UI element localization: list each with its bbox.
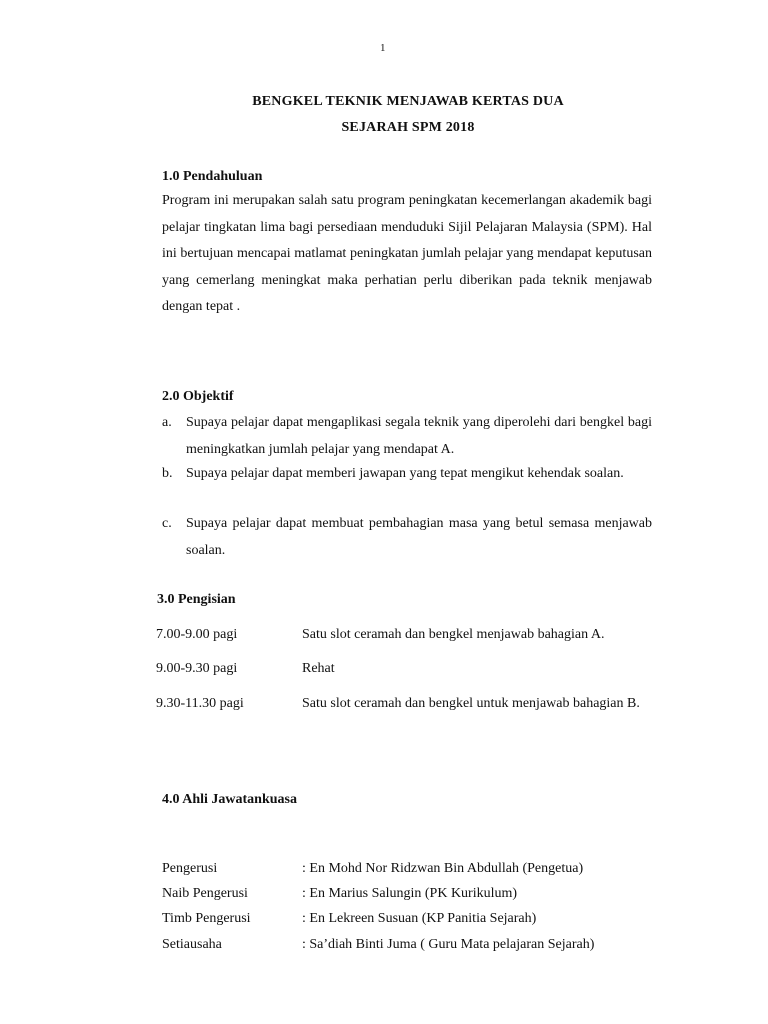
schedule-description: Satu slot ceramah dan bengkel untuk menjawab bahagian B. (302, 696, 640, 711)
schedule-time: 9.00-9.30 pagi (156, 661, 238, 676)
committee-role: Timb Pengerusi (162, 911, 251, 926)
objective-marker: a. (162, 415, 172, 430)
section-heading-pendahuluan: 1.0 Pendahuluan (162, 169, 263, 184)
committee-member-name: : En Marius Salungin (PK Kurikulum) (302, 886, 518, 901)
section-heading-objektif: 2.0 Objektif (162, 389, 234, 404)
document-title-line-1: BENGKEL TEKNIK MENJAWAB KERTAS DUA (252, 94, 564, 109)
committee-role: Pengerusi (162, 861, 218, 876)
committee-member-name: : En Lekreen Susuan (KP Panitia Sejarah) (302, 911, 537, 926)
section-heading-ahli-jawatankuasa: 4.0 Ahli Jawatankuasa (162, 792, 297, 807)
committee-member-name: : Sa’diah Binti Juma ( Guru Mata pelajaran Sejarah) (302, 937, 595, 952)
committee-member-name: : En Mohd Nor Ridzwan Bin Abdullah (Pengetua) (302, 861, 584, 876)
schedule-description: Satu slot ceramah dan bengkel menjawab bahagian A. (302, 627, 605, 642)
schedule-time: 7.00-9.00 pagi (156, 627, 238, 642)
objective-text: Supaya pelajar dapat memberi jawapan yang tepat mengikut kehendak soalan. (186, 466, 624, 481)
committee-role: Naib Pengerusi (162, 886, 248, 901)
page-number: 1 (380, 42, 386, 54)
objective-marker: c. (162, 516, 172, 531)
pendahuluan-paragraph: Program ini merupakan salah satu program peningkatan kecemerlangan akademik bagi pelajar tingkatan lima bagi persediaan menduduki Sijil Pelajaran Malaysia (SPM). Hal ini bertujuan mencapai matlamat peningkatan jumlah pelajar yang mendapat keputusan yang cemerlang meningkat maka perhatian perlu diberikan pada teknik menjawab dengan tepat . (162, 193, 652, 314)
objective-text: Supaya pelajar dapat mengaplikasi segala teknik yang diperolehi dari bengkel bagi meningkatkan jumlah pelajar yang mendapat A. (186, 415, 652, 457)
section-heading-pengisian: 3.0 Pengisian (157, 592, 236, 607)
schedule-time: 9.30-11.30 pagi (156, 696, 244, 711)
objective-marker: b. (162, 466, 173, 481)
objective-text: Supaya pelajar dapat membuat pembahagian masa yang betul semasa menjawab soalan. (186, 516, 652, 558)
committee-role: Setiausaha (162, 937, 222, 952)
schedule-description: Rehat (302, 661, 335, 676)
document-title-line-2: SEJARAH SPM 2018 (341, 120, 475, 135)
